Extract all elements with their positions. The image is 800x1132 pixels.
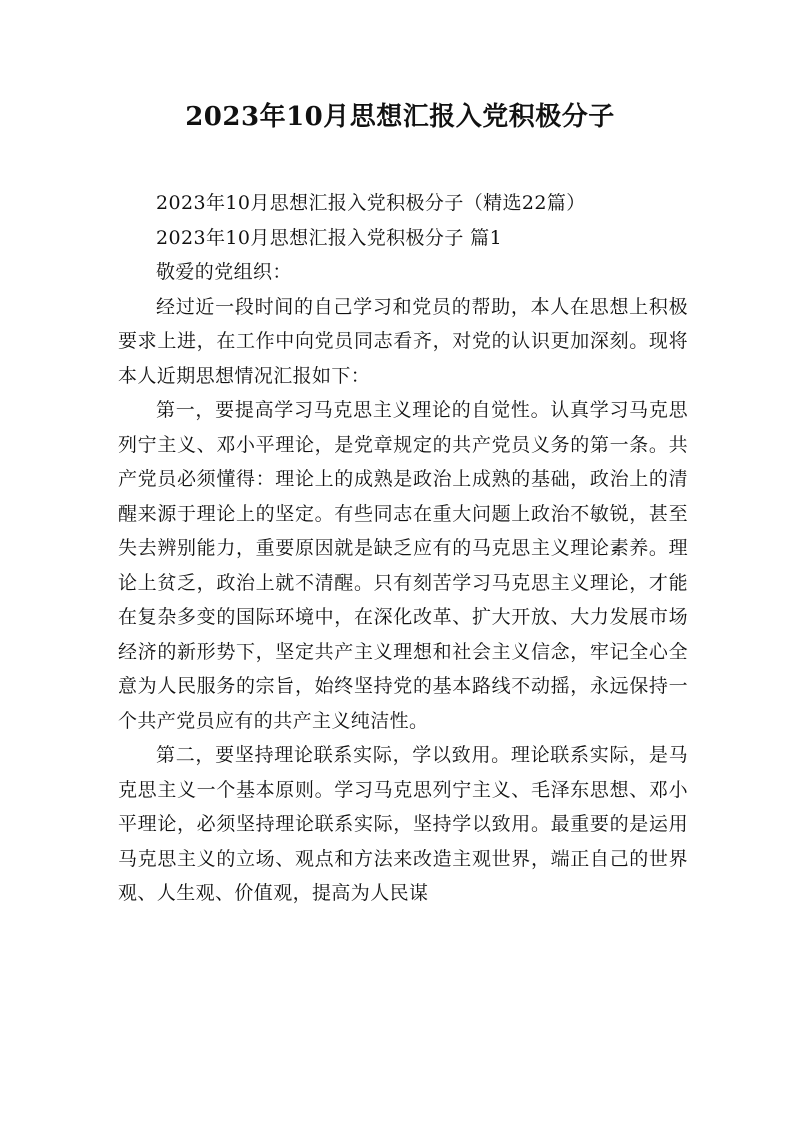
subtitle-paragraph: 2023年10月思想汇报入党积极分子（精选22篇） (156, 192, 586, 214)
section-heading: 2023年10月思想汇报入党积极分子 篇1 (156, 226, 503, 249)
body-paragraph: 第一，要提高学习马克思主义理论的自觉性。认真学习马克思列宁主义、邓小平理论，是党章规定的共产党员义务的第一条。共产党员必须懂得：理论上的成熟是政治上成熟的基础，政治上的清醒来源于理论上的坚定。有些同志在重大问题上政治不敏锐，甚至失去辨别能力，重要原因就是缺乏应有的马克思主义理论素养。理论上贫乏，政治上就不清醒。只有刻苦学习马克思主义理论，才能在复杂多变的国际环境中，在深化改革、扩大开放、大力发展市场经济的新形势下，坚定共产主义理想和社会主义信念，牢记全心全意为人民服务的宗旨，始终坚持党的基本路线不动摇，永远保持一个共产党员应有的共产主义纯洁性。 (118, 399, 688, 732)
document-body (118, 186, 688, 911)
document-title: 2023年10月思想汇报入党积极分子 (185, 102, 615, 132)
salutation: 敬爱的党组织： (156, 261, 292, 283)
body-paragraph: 经过近一段时间的自己学习和党员的帮助，本人在思想上积极要求上进，在工作中向党员同志看齐，对党的认识更加深刻。现将本人近期思想情况汇报如下： (118, 295, 688, 387)
body-paragraph: 第二，要坚持理论联系实际，学以致用。理论联系实际，是马克思主义一个基本原则。学习马克思列宁主义、毛泽东思想、邓小平理论，必须坚持理论联系实际，坚持学以致用。最重要的是运用马克思主义的立场、观点和方法来改造主观世界，端正自己的世界观、人生观、价值观，提高为人民谋 (118, 744, 688, 904)
